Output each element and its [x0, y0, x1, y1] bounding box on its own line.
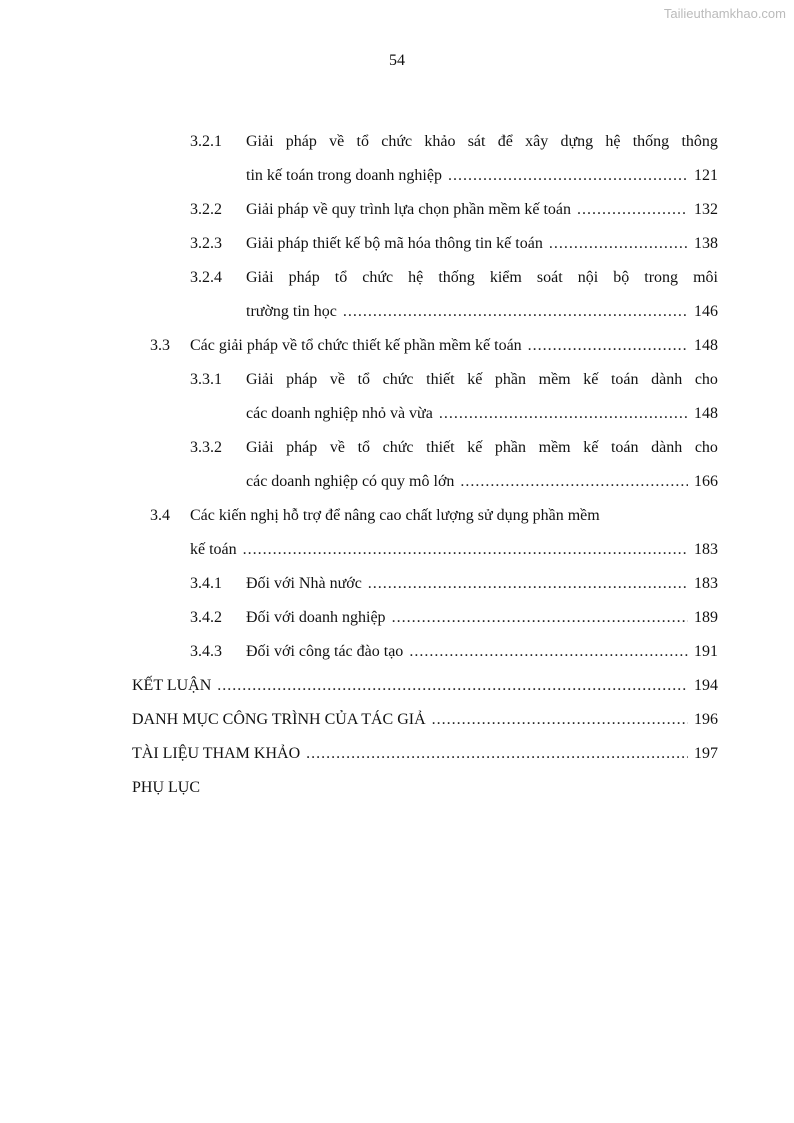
toc-entry-page: 166: [694, 473, 718, 490]
toc-entry-title: DANH MỤC CÔNG TRÌNH CỦA TÁC GIẢ: [132, 711, 426, 728]
word: tổ: [357, 439, 371, 456]
word: thông: [681, 133, 718, 150]
toc-entry-page: 148: [694, 337, 718, 354]
dot-leader: [432, 711, 688, 729]
word: về: [329, 439, 345, 456]
word: môi: [693, 269, 718, 286]
toc-entry[interactable]: [190, 201, 718, 223]
word: mềm: [538, 371, 571, 388]
watermark: Tailieuthamkhao.com: [663, 6, 786, 21]
dot-leader: [460, 473, 688, 491]
toc-entry-title: Đối với Nhà nước: [246, 575, 362, 592]
word: trong: [644, 269, 679, 286]
toc-entry-number: 3.4: [150, 507, 170, 524]
toc-entry[interactable]: [150, 337, 718, 359]
toc-entry[interactable]: [190, 643, 718, 665]
toc-entry-page: 191: [694, 643, 718, 660]
word: kế: [583, 371, 599, 388]
page-number: 54: [389, 52, 405, 69]
word: soát: [536, 269, 563, 286]
toc-entry-title: trường tin học: [246, 303, 337, 320]
dot-leader: [528, 337, 688, 355]
word: kế: [583, 439, 599, 456]
word: phần: [494, 439, 527, 456]
word: tổ: [356, 133, 369, 150]
word: Giải: [246, 269, 274, 286]
toc-entry[interactable]: [190, 269, 718, 291]
toc-entry-title: Giải pháp thiết kế bộ mã hóa thông tin kế toán: [246, 235, 543, 252]
word: về: [329, 133, 345, 150]
word: kế: [467, 439, 483, 456]
toc-entry[interactable]: [246, 303, 718, 325]
toc-entry-page: 196: [694, 711, 718, 728]
toc-entry-number: 3.2.1: [190, 133, 222, 150]
toc-entry-title: KẾT LUẬN: [132, 677, 212, 694]
toc-entry-page: 183: [694, 541, 718, 558]
toc-entry[interactable]: [246, 167, 718, 189]
word: dựng: [560, 133, 594, 150]
toc-entry[interactable]: [190, 609, 718, 631]
word: để: [497, 133, 513, 150]
toc-entry-page: 197: [694, 745, 718, 762]
toc-entry[interactable]: [190, 235, 718, 257]
toc-entry[interactable]: [132, 779, 200, 801]
toc-entry[interactable]: [150, 507, 600, 529]
dot-leader: [448, 167, 688, 185]
toc-entry-number: 3.4.2: [190, 609, 222, 626]
toc-entry-number: 3.3: [150, 337, 170, 354]
toc-entry-title: [246, 371, 718, 389]
dot-leader: [549, 235, 688, 253]
dot-leader: [243, 541, 688, 559]
dot-leader: [306, 745, 688, 763]
word: Giải: [246, 439, 274, 456]
dot-leader: [343, 303, 688, 321]
toc-entry-title: [246, 439, 718, 457]
word: tổ: [357, 371, 371, 388]
toc-entry[interactable]: [246, 405, 718, 427]
word: Giải: [246, 371, 274, 388]
toc-entry[interactable]: [132, 677, 718, 699]
toc-entry-number: 3.3.1: [190, 371, 222, 388]
toc-entry-number: 3.4.1: [190, 575, 222, 592]
toc-entry-title: kế toán: [190, 541, 237, 558]
word: thiết: [426, 371, 455, 388]
toc-entry[interactable]: [132, 711, 718, 733]
toc-entry-title: Các giải pháp về tổ chức thiết kế phần mềm kế toán: [190, 337, 522, 354]
word: pháp: [288, 269, 320, 286]
word: pháp: [286, 371, 318, 388]
word: dành: [651, 439, 683, 456]
word: xây: [525, 133, 549, 150]
word: mềm: [538, 439, 571, 456]
toc-entry-page: 146: [694, 303, 718, 320]
toc-entry-number: 3.2.3: [190, 235, 222, 252]
toc-entry-title: Các kiến nghị hỗ trợ để nâng cao chất lượng sử dụng phần mềm: [190, 507, 600, 524]
word: thống: [438, 269, 475, 286]
toc-entry[interactable]: [190, 575, 718, 597]
toc-entry-page: 194: [694, 677, 718, 694]
word: bộ: [613, 269, 630, 286]
word: nội: [577, 269, 599, 286]
word: pháp: [285, 133, 317, 150]
toc-entry[interactable]: [132, 745, 718, 767]
toc-entry-page: 132: [694, 201, 718, 218]
toc-entry[interactable]: [246, 473, 718, 495]
toc-entry-title: PHỤ LỤC: [132, 779, 201, 796]
toc-entry-number: 3.2.2: [190, 201, 222, 218]
toc-entry-number: 3.3.2: [190, 439, 222, 456]
toc-entry[interactable]: [190, 541, 718, 563]
toc-entry-title: Giải pháp về quy trình lựa chọn phần mềm kế toán: [246, 201, 572, 218]
toc-entry-title: Đối với doanh nghiệp: [246, 609, 386, 626]
word: cho: [694, 439, 718, 456]
word: chức: [382, 439, 414, 456]
word: chức: [362, 269, 394, 286]
word: khảo: [424, 133, 456, 150]
word: kế: [467, 371, 483, 388]
word: thiết: [426, 439, 455, 456]
dot-leader: [577, 201, 688, 219]
toc-entry-title: Đối với công tác đào tạo: [246, 643, 404, 660]
toc-entry-page: 189: [694, 609, 718, 626]
word: kiểm: [489, 269, 522, 286]
dot-leader: [392, 609, 688, 627]
toc-entry[interactable]: [190, 439, 718, 461]
word: toán: [610, 371, 639, 388]
word: về: [329, 371, 345, 388]
word: sát: [467, 133, 486, 150]
toc-entry-title: [246, 269, 718, 287]
word: tổ: [334, 269, 348, 286]
toc-entry-title: [246, 133, 718, 151]
toc-entry-page: 121: [694, 167, 718, 184]
word: phần: [494, 371, 527, 388]
word: hệ: [605, 133, 621, 150]
word: chức: [382, 371, 414, 388]
toc-entry-page: 148: [694, 405, 718, 422]
toc-entry-title: TÀI LIỆU THAM KHẢO: [132, 745, 301, 762]
word: toán: [610, 439, 639, 456]
dot-leader: [439, 405, 688, 423]
word: hệ: [408, 269, 424, 286]
word: dành: [651, 371, 683, 388]
toc-entry-page: 183: [694, 575, 718, 592]
dot-leader: [368, 575, 688, 593]
toc-entry-title: các doanh nghiệp nhỏ và vừa: [246, 405, 433, 422]
toc-entry-title: tin kế toán trong doanh nghiệp: [246, 167, 442, 184]
word: cho: [694, 371, 718, 388]
dot-leader: [409, 643, 688, 661]
toc-entry[interactable]: [190, 133, 718, 155]
toc-entry-number: 3.4.3: [190, 643, 222, 660]
word: Giải: [246, 133, 274, 150]
toc-entry-title: các doanh nghiệp có quy mô lớn: [246, 473, 455, 490]
dot-leader: [217, 677, 688, 695]
toc-entry-page: 138: [694, 235, 718, 252]
word: pháp: [286, 439, 318, 456]
toc-entry[interactable]: [190, 371, 718, 393]
toc-entry-number: 3.2.4: [190, 269, 222, 286]
word: thống: [632, 133, 670, 150]
word: chức: [381, 133, 413, 150]
